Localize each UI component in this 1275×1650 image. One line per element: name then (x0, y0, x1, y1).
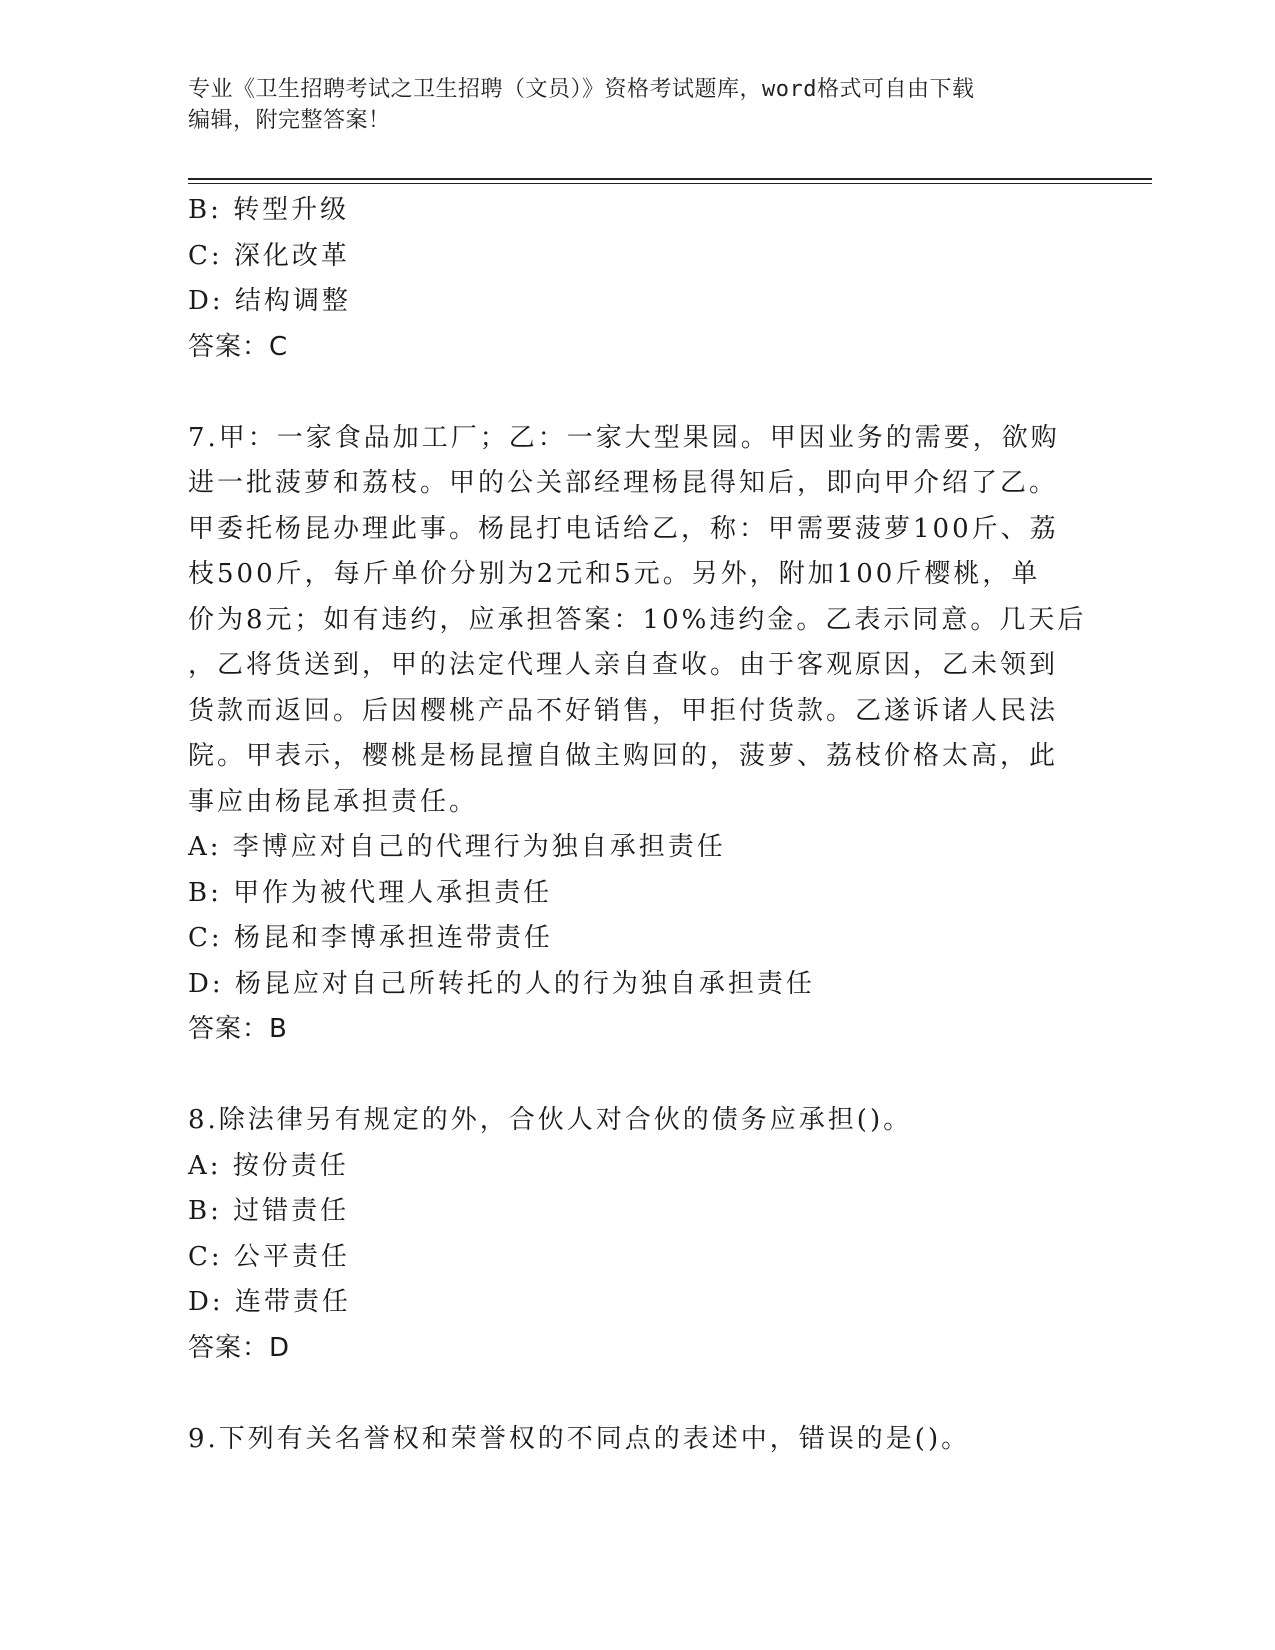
q7-answer: 答案：B (188, 1014, 288, 1044)
q7-option-d: D: 杨昆应对自己所转托的人的行为独自承担责任 (188, 968, 815, 999)
document-body (188, 188, 1088, 1462)
spacer (188, 1371, 1088, 1417)
q8-option-d: D: 连带责任 (188, 1287, 351, 1317)
q7-option-a: A: 李博应对自己的代理行为独自承担责任 (188, 832, 726, 862)
q8-option-c: C: 公平责任 (188, 1241, 350, 1272)
spacer (188, 370, 1088, 416)
header-rule-thin (188, 183, 1152, 184)
question-9 (188, 1417, 1088, 1463)
question-7 (188, 416, 1088, 1053)
q8-option-b: B: 过错责任 (188, 1196, 350, 1226)
q7-stem-line: 7.甲：一家食品加工厂；乙：一家大型果园。甲因业务的需要，欲购 (188, 422, 1060, 453)
q7-option-b: B: 甲作为被代理人承担责任 (188, 877, 553, 908)
q6-option-b: B: 转型升级 (188, 195, 350, 225)
document-header (188, 74, 1068, 136)
q8-option-a: A: 按份责任 (188, 1150, 349, 1181)
q7-stem-line: ，乙将货送到，甲的法定代理人亲自查收。由于客观原因，乙未领到 (188, 650, 1059, 680)
q7-stem-line: 事应由杨昆承担责任。 (188, 786, 479, 817)
q7-stem-line: 进一批菠萝和荔枝。甲的公关部经理杨昆得知后，即向甲介绍了乙。 (188, 468, 1059, 498)
q8-stem: 8.除法律另有规定的外，合伙人对合伙的债务应承担()。 (188, 1105, 913, 1135)
q6-option-c: C: 深化改革 (188, 240, 350, 271)
q8-answer: 答案：D (188, 1332, 291, 1363)
q7-stem-line: 院。甲表示，樱桃是杨昆擅自做主购回的，菠萝、荔枝价格太高，此 (188, 741, 1059, 771)
q7-stem-line: 货款而返回。后因樱桃产品不好销售，甲拒付货款。乙遂诉诸人民法 (188, 695, 1059, 726)
q6-answer: 答案：C (188, 331, 289, 362)
header-line-2: 编辑，附完整答案！ (188, 108, 391, 133)
question-6-partial (188, 188, 1088, 370)
q6-option-d: D: 结构调整 (188, 286, 351, 316)
question-8 (188, 1098, 1088, 1371)
spacer (188, 1053, 1088, 1099)
header-rule-thick (188, 178, 1152, 180)
q7-option-c: C: 杨昆和李博承担连带责任 (188, 923, 553, 953)
q7-stem-line: 价为8元；如有违约，应承担答案：10%违约金。乙表示同意。几天后 (188, 604, 1087, 635)
q9-stem: 9.下列有关名誉权和荣誉权的不同点的表述中，错误的是()。 (188, 1423, 971, 1454)
header-line-1: 专业《卫生招聘考试之卫生招聘（文员）》资格考试题库，word格式可自由下载 (188, 77, 975, 102)
q7-stem-line: 甲委托杨昆办理此事。杨昆打电话给乙，称：甲需要菠萝100斤、荔 (188, 513, 1059, 544)
q7-stem-line: 枝500斤，每斤单价分别为2元和5元。另外，附加100斤樱桃，单 (188, 559, 1041, 589)
